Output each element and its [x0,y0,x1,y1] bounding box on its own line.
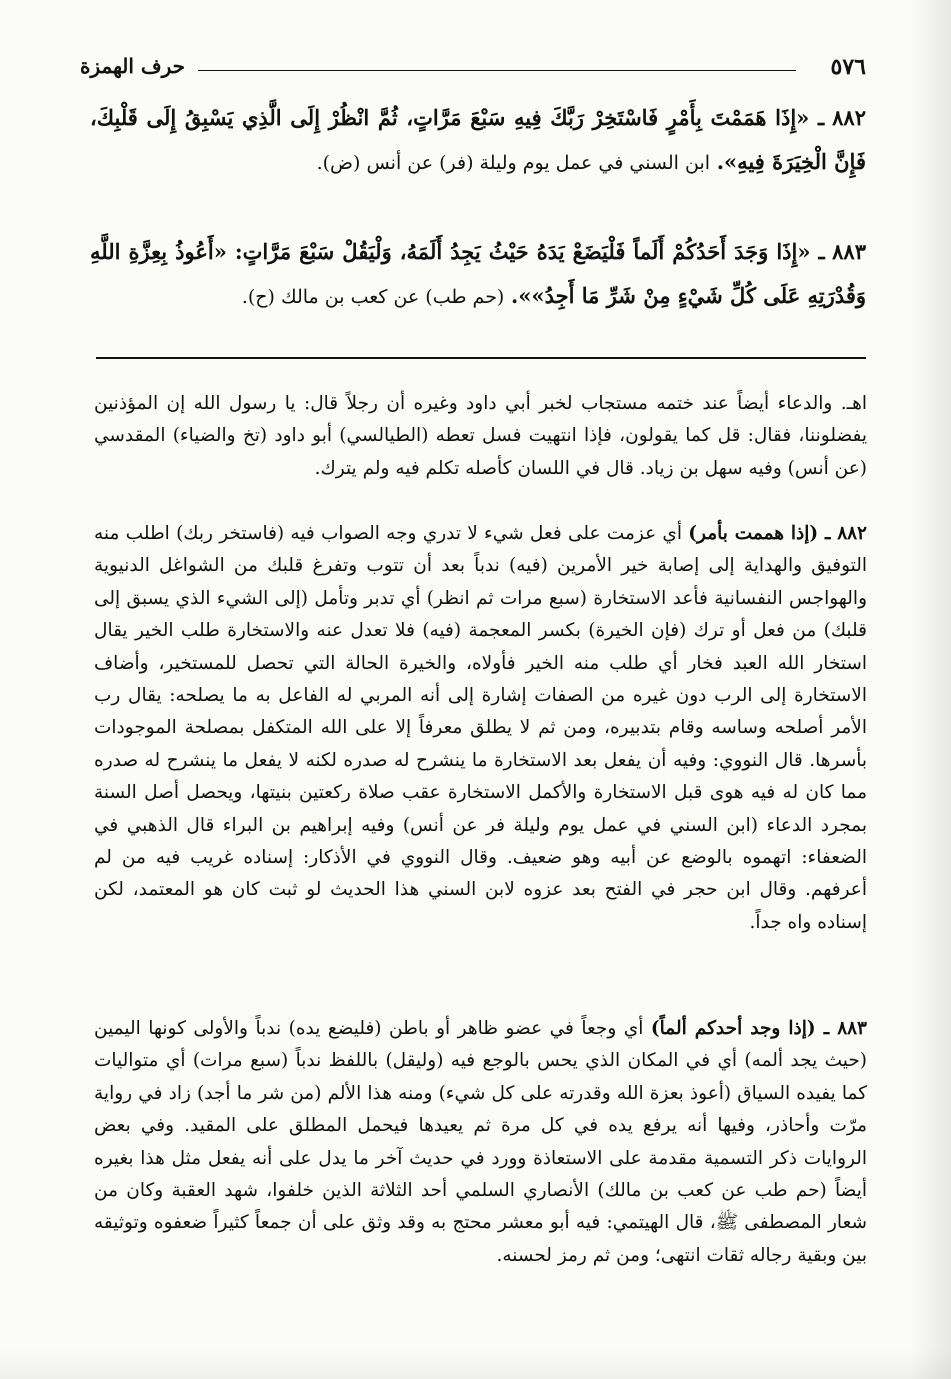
commentary-paragraph-intro [94,388,867,485]
chapter-title: حرف الهمزة [80,54,186,78]
header-rule [198,70,796,71]
running-header [80,48,866,88]
commentary-paragraph-883 [94,1013,867,1272]
page-edge-shadow [911,0,951,1379]
commentary-lead: ٨٨٣ ـ (إذا وجد أحدكم ألماً) [650,1018,867,1039]
hadith-883: ٨٨٣ ـ «إِذَا وَجَدَ أَحَدُكُمْ أَلَماً فَلْيَضَعْ يَدَهُ حَيْثُ يَجِدُ أَلَمَهُ، وَلْيَقُلْ سَبْعَ مَرَّاتٍ: «أَعُوذُ بِعِزَّةِ اللَّهِ وَقُدْرَتِهِ عَلَى كُلِّ شَيْءٍ مِنْ شَرِّ مَا أَجِدُ»». (حم طب) عن كعب بن مالك (ح). [90,239,866,308]
hadith-text: «إِذَا وَجَدَ أَحَدُكُمْ أَلَماً فَلْيَضَعْ يَدَهُ حَيْثُ يَجِدُ أَلَمَهُ، وَلْيَقُلْ سَبْعَ مَرَّاتٍ: «أَعُوذُ بِعِزَّةِ اللَّهِ وَقُدْرَتِهِ عَلَى كُلِّ شَيْءٍ مِنْ شَرِّ مَا أَجِدُ»». [90,239,866,308]
hadith-number: ٨٨٢ [832,105,866,130]
commentary-lead: ٨٨٢ ـ (إذا هممت بأمر) [688,523,867,544]
hadith-882: ٨٨٢ ـ «إِذَا هَمَمْتَ بِأَمْرٍ فَاسْتَخِرْ رَبَّكَ فِيهِ سَبْعَ مَرَّاتٍ، ثُمَّ انْظُرْ إِلَى الَّذِي يَسْبِقُ إِلَى قَلْبِكَ، فَإِنَّ الْخِيَرَةَ فِيهِ». ابن السني في عمل يوم وليلة (فر) عن أنس (ض). [90,105,866,174]
commentary-paragraph-882 [94,518,867,939]
hadith-source: (حم طب) عن كعب بن مالك (ح). [241,286,505,308]
commentary-text: أي وجعاً في عضو ظاهر أو باطن (فليضع يده) ندباً والأولى كونها اليمين (حيث يجد ألمه) أي في المكان الذي يحس بالوجع فيه (وليقل) باللفظ ندباً (سبع مرات) أي متواليات كما يفيده السياق (أعوذ بعزة الله وقدرته على كل شيء) ومنه هذا الألم (من شر ما أجد) زاد في رواية مرّت وأحاذر، وفيها أنه يرفع يده في كل مرة ثم يعيدها فيحمل المطلق على المقيد. وفي بعض الروايات ذكر التسمية مقدمة على الاستعاذة وورد في حديث آخر ما يدل على أنه يفعل مثل هذا بغيره أيضاً (حم طب عن كعب بن مالك) الأنصاري السلمي أحد الثلاثة الذين خلفوا، شهد العقبة وكان من شعار المصطفى ﷺ، قال الهيتمي: فيه أبو معشر محتج به وقد وثق على أن جمعاً كثيراً ضعفوه وتوثيقه بين وبقية رجاله ثقات انتهى؛ ومن ثم رمز لحسنه. [94,1018,867,1266]
hadith-number: ٨٨٣ [832,239,866,264]
footnote-divider [96,357,866,359]
commentary-text: أي عزمت على فعل شيء لا تدري وجه الصواب فيه (فاستخر ربك) اطلب منه التوفيق والهداية إلى إصابة خير الأمرين (فيه) ندباً بعد أن تتوب وتفرغ قلبك من الشواغل الدنيوية والهواجس النفسانية فأعد الاستخارة (سبع مرات ثم انظر) أي تدبر وتأمل (إلى الشيء الذي يسبق إلى قلبك) من فعل أو ترك (فإن الخيرة) بكسر المعجمة (فيه) فلا تعدل عنه والاستخارة طلب الخير يقال استخار الله العبد فخار أي طلب منه الخير فأولاه، والخيرة الحالة التي تحصل للمستخير، وأضاف الاستخارة إلى الرب دون غيره من الصفات إشارة إلى أنه المربي له الفاعل به ما يصلحه: يقال رب الأمر أصلحه وساسه وقام بتدبيره، ومن ثم لا يطلق معرفاً إلا على الله المتكفل بمصلحة الموجودات بأسرها. قال النووي: وفيه أن يفعل بعد الاستخارة ما ينشرح له صدره لكنه لا يفعل ما ينشرح له صدره مما كان له فيه هوى قبل الاستخارة والأكمل الاستخارة عقب صلاة ركعتين بنيتها، ويحصل أصل السنة بمجرد الدعاء (ابن السني في عمل يوم وليلة فر عن أنس) وفيه إبراهيم بن البراء قال الذهبي في الضعفاء: اتهموه بالوضع عن أبيه وهو ضعيف. وقال النووي في الأذكار: إسناده غريب فيه من لم أعرفهم. وقال ابن حجر في الفتح بعد عزوه لابن السني هذا الحديث لو ثبت كان هو المعتمد، لكن إسناده واه جداً. [94,523,867,933]
commentary-text: اهـ. والدعاء أيضاً عند ختمه مستجاب لخبر أبي داود وغيره أن رجلاً قال: يا رسول الله إن المؤذنين يفضلوننا، فقال: قل كما يقولون، فإذا انتهيت فسل تعطه (الطيالسي) أبو داود (تخ والضياء) المقدسي (عن أنس) وفيه سهل بن زياد. قال في اللسان كأصله تكلم فيه ولم يترك. [94,393,867,479]
hadith-source: ابن السني في عمل يوم وليلة (فر) عن أنس (ض). [316,152,711,174]
page-bottom-shadow [0,1349,951,1379]
page-number: ٥٧٦ [830,54,866,80]
hadith-text: «إِذَا هَمَمْتَ بِأَمْرٍ فَاسْتَخِرْ رَبَّكَ فِيهِ سَبْعَ مَرَّاتٍ، ثُمَّ انْظُرْ إِلَى الَّذِي يَسْبِقُ إِلَى قَلْبِكَ، فَإِنَّ الْخِيَرَةَ فِيهِ». [90,105,866,174]
